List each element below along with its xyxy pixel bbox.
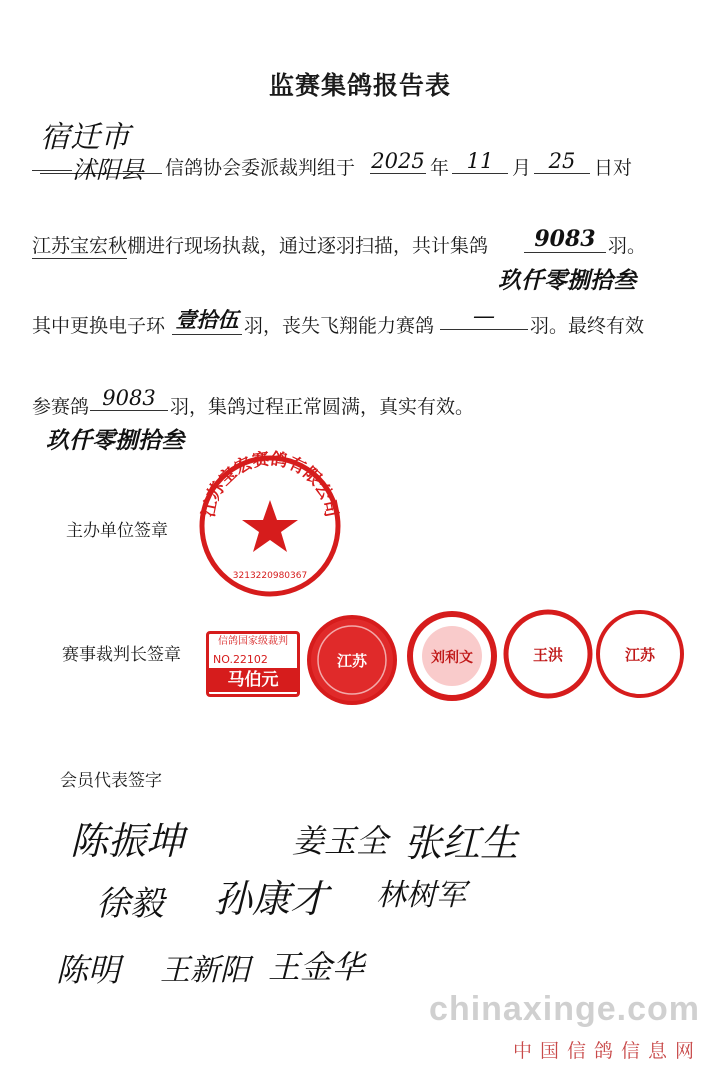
total-count: 9083 xyxy=(524,226,606,253)
member-signature-7: 陈明 xyxy=(56,951,121,989)
organizer-seal xyxy=(192,450,348,600)
members-label: 会员代表签字 xyxy=(60,771,162,791)
entry-count: 9083 xyxy=(90,386,168,411)
lost-count: — xyxy=(440,304,528,330)
member-signature-3: 张红生 xyxy=(404,821,519,865)
day-text: 日对 xyxy=(594,157,633,179)
referee-seal-1 xyxy=(304,612,400,708)
count-in-words: 玖仟零捌拾叁 xyxy=(498,267,636,294)
ring-count: 壹拾伍 xyxy=(172,304,242,335)
lost-text: 羽，丧失飞翔能力赛鸽 xyxy=(244,315,435,337)
member-signature-5: 孙康才 xyxy=(214,877,329,921)
referee-seal-3-text: 王洪 xyxy=(532,646,564,664)
handwritten-county: 沭阳县 xyxy=(72,156,144,184)
count-unit: 羽。 xyxy=(608,235,647,257)
association-text: 信鸽协会委派裁判组于 xyxy=(165,157,356,179)
month-text: 月 xyxy=(512,157,532,179)
final-text: 羽。最终有效 xyxy=(530,315,645,337)
seal-star-icon xyxy=(242,500,298,552)
referee-badge-name: 马伯元 xyxy=(209,668,297,692)
referee-badge xyxy=(206,631,300,697)
year-text: 年 xyxy=(430,157,450,179)
day-value: 25 xyxy=(534,149,590,174)
referee-seal-4 xyxy=(592,606,688,702)
member-signature-8: 王新阳 xyxy=(160,953,250,988)
referee-badge-title: 信鸽国家级裁判 xyxy=(218,636,288,647)
organizer-seal-number: 3213220980367 xyxy=(232,571,308,581)
referee-seal-2-text: 刘利文 xyxy=(431,650,473,666)
result-text: 羽，集鸽过程正常圆满，真实有效。 xyxy=(170,396,475,418)
member-signature-9: 王金华 xyxy=(268,948,365,986)
referee-label: 赛事裁判长签章 xyxy=(62,645,181,665)
referee-seal-1-text: 江苏 xyxy=(336,652,368,670)
watermark-domain: chinaxinge.com xyxy=(429,990,700,1028)
entry-in-words: 玖仟零捌拾叁 xyxy=(46,427,184,454)
referee-seal-3 xyxy=(500,606,596,702)
handwritten-city: 宿迁市 xyxy=(40,120,130,155)
organizer-seal-text: 江苏宝宏赛鸽有限公司 xyxy=(198,450,342,519)
count-text: 棚进行现场执裁，通过逐羽扫描，共计集鸽 xyxy=(127,235,489,257)
year-value: 2025 xyxy=(371,149,425,173)
month-value: 11 xyxy=(452,149,508,174)
referee-seal-4-text: 江苏 xyxy=(624,646,656,664)
ring-text: 其中更换电子环 xyxy=(32,315,166,337)
organizer-label: 主办单位签章 xyxy=(66,521,168,541)
loft-name: 江苏宝宏秋 xyxy=(32,231,127,259)
member-signature-6: 林树军 xyxy=(376,878,466,913)
document-title: 监赛集鸽报告表 xyxy=(268,71,451,100)
city-strike xyxy=(32,170,72,171)
member-signature-1: 陈振坤 xyxy=(70,819,185,863)
entry-text: 参赛鸽 xyxy=(32,396,90,418)
referee-seal-2 xyxy=(404,608,500,704)
watermark-name: 中国信鸽信息网 xyxy=(512,1040,702,1062)
referee-badge-number: NO.22102 xyxy=(213,653,268,666)
member-signature-2: 姜玉全 xyxy=(292,822,389,860)
member-signature-4: 徐毅 xyxy=(96,884,164,924)
